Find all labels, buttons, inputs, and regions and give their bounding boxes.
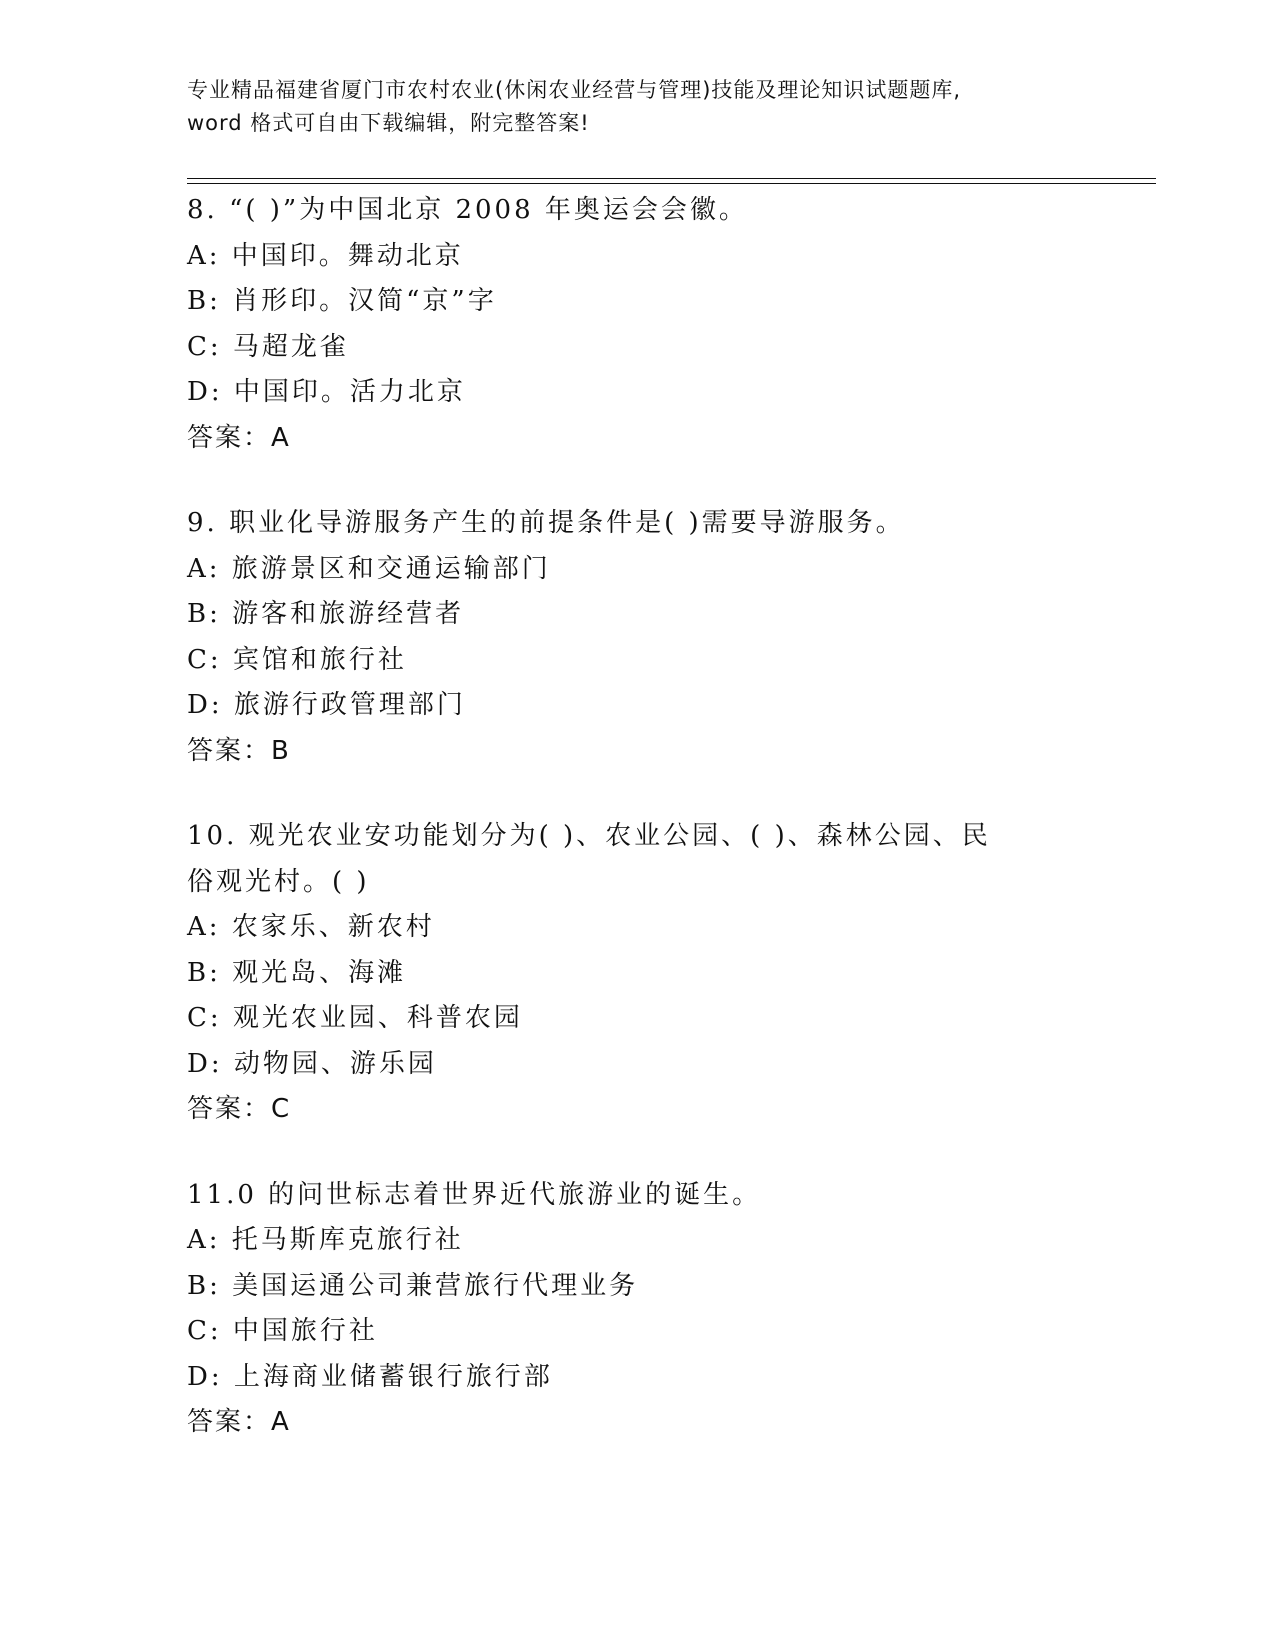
question-stem: 8. “( )”为中国北京 2008 年奥运会会徽。 xyxy=(187,195,748,225)
option-b: B: 美国运通公司兼营旅行代理业务 xyxy=(187,1270,639,1301)
option-d: D: 动物园、游乐园 xyxy=(187,1048,437,1079)
question-stem-continued: 俗观光村。( ) xyxy=(187,866,370,897)
option-c: C: 宾馆和旅行社 xyxy=(187,644,407,675)
option-d: D: 上海商业储蓄银行旅行部 xyxy=(187,1361,553,1392)
option-a: A: 托马斯库克旅行社 xyxy=(187,1225,464,1255)
option-b: B: 观光岛、海滩 xyxy=(187,957,407,988)
option-b: B: 肖形印。汉简“京”字 xyxy=(187,286,497,316)
question-stem: 10. 观光农业安功能划分为( )、农业公园、( )、森林公园、民 xyxy=(187,821,991,851)
option-c: C: 观光农业园、科普农园 xyxy=(187,1003,523,1033)
header-line-1: 专业精品福建省厦门市农村农业(休闲农业经营与管理)技能及理论知识试题题库, xyxy=(187,78,962,102)
option-b: B: 游客和旅游经营者 xyxy=(187,599,465,629)
header-line-2: word 格式可自由下载编辑，附完整答案! xyxy=(187,111,590,135)
answer-key: 答案：C xyxy=(187,1094,292,1124)
option-d: D: 中国印。活力北京 xyxy=(187,377,466,407)
question-stem: 11.0 的问世标志着世界近代旅游业的诞生。 xyxy=(187,1179,762,1210)
question-list xyxy=(187,188,1087,1486)
option-c: C: 中国旅行社 xyxy=(187,1316,378,1346)
answer-key: 答案：A xyxy=(187,422,291,453)
question-stem: 9. 职业化导游服务产生的前提条件是( )需要导游服务。 xyxy=(187,508,905,538)
option-c: C: 马超龙雀 xyxy=(187,331,349,362)
option-d: D: 旅游行政管理部门 xyxy=(187,690,466,720)
option-a: A: 农家乐、新农村 xyxy=(187,912,435,942)
option-a: A: 中国印。舞动北京 xyxy=(187,240,464,271)
answer-key: 答案：B xyxy=(187,735,291,766)
question-11 xyxy=(187,1173,1087,1446)
question-10 xyxy=(187,814,1087,1133)
question-9 xyxy=(187,501,1087,774)
header-divider xyxy=(187,178,1156,184)
answer-key: 答案：A xyxy=(187,1407,291,1437)
option-a: A: 旅游景区和交通运输部门 xyxy=(187,553,551,584)
document-header xyxy=(187,74,1087,140)
question-8 xyxy=(187,188,1087,461)
